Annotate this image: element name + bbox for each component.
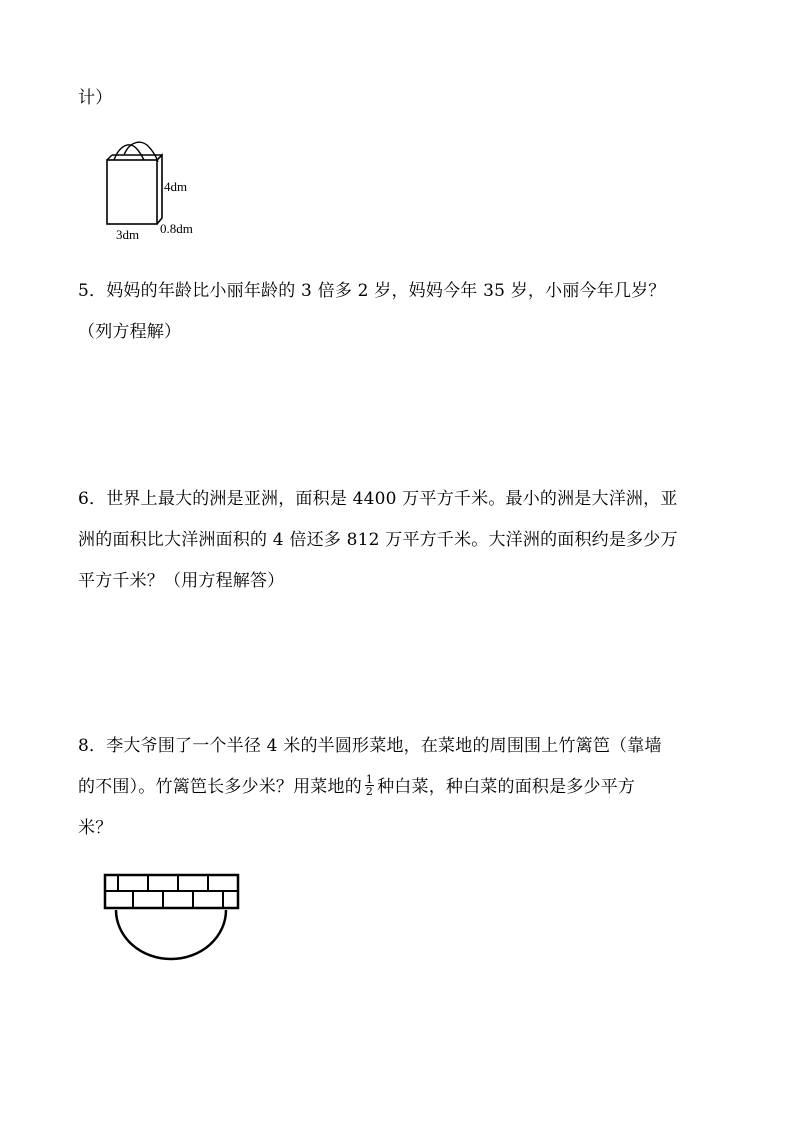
q8-line1 [78, 736, 662, 756]
semicircle-garden-figure [100, 870, 250, 970]
q8-text-1: 李大爷围了一个半径 4 米的半圆形菜地，在菜地的周围围上竹篱笆（靠墙 [106, 736, 662, 756]
semicircle-garden [116, 910, 226, 959]
fraction-denominator: 2 [365, 785, 374, 798]
q6-line3: 平方千米？（用方程解答） [78, 571, 285, 591]
q6-text-1: 世界上最大的洲是亚洲，面积是 4400 万平方千米。最小的洲是大洋洲，亚 [106, 489, 678, 509]
fraction-one-half [365, 774, 374, 797]
shopping-bag-figure [100, 138, 240, 248]
bag-front-face [107, 160, 157, 224]
q6-number: 6． [78, 489, 107, 509]
continuation-text: 计） [78, 88, 113, 108]
width-label: 3dm [116, 227, 140, 242]
q6-line2: 洲的面积比大洋洲面积的 4 倍还多 812 万平方千米。大洋洲的面积约是多少万 [78, 530, 678, 550]
q8-text-2b: 种白菜，种白菜的面积是多少平方 [377, 777, 636, 797]
q8-line3: 米？ [78, 818, 113, 838]
q8-text-2a: 的不围）。竹篱笆长多少米？用菜地的 [78, 777, 362, 797]
fraction-numerator: 1 [365, 773, 374, 786]
q5-text-1: 妈妈的年龄比小丽年龄的 3 倍多 2 岁，妈妈今年 35 岁，小丽今年几岁？ [106, 281, 666, 301]
q6-line1 [78, 489, 678, 509]
depth-label: 0.8dm [160, 221, 193, 236]
q5-line2: （列方程解） [78, 322, 182, 342]
q8-line2 [78, 773, 636, 799]
q5-number: 5． [78, 281, 107, 301]
q8-number: 8． [78, 736, 107, 756]
q5-line1 [78, 281, 666, 301]
height-label: 4dm [164, 179, 188, 194]
